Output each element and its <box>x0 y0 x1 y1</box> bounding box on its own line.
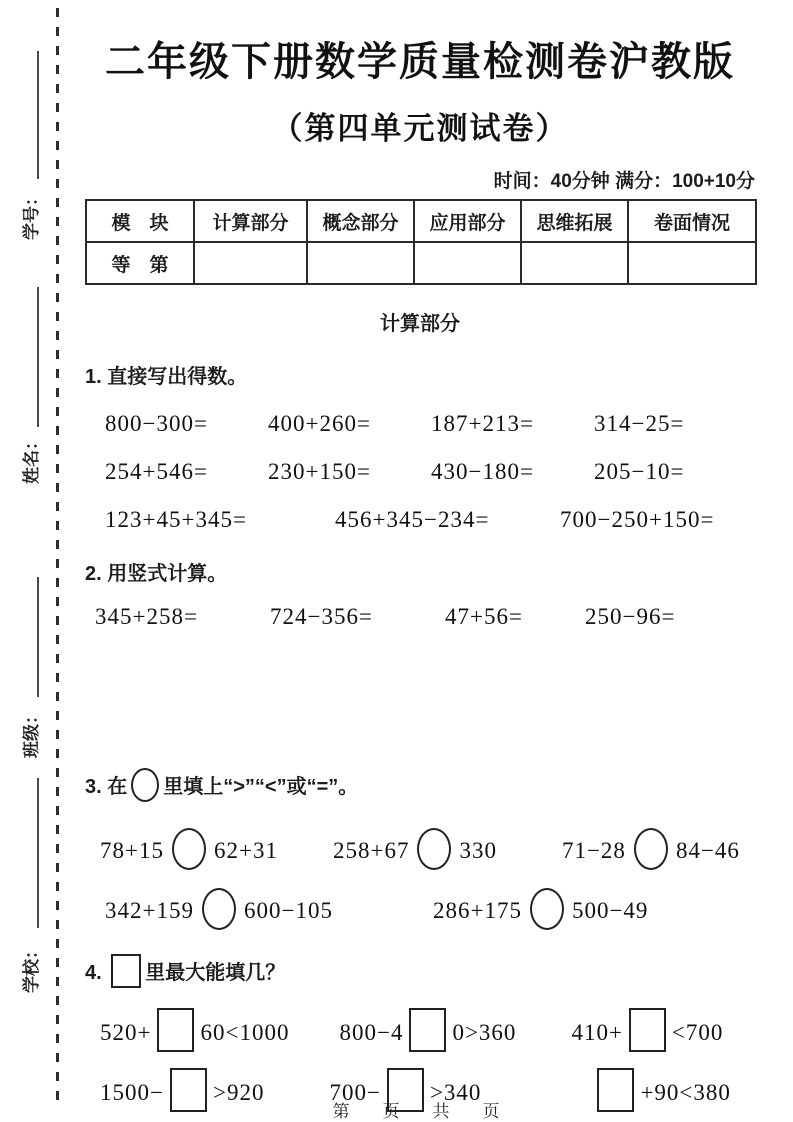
student-id-label: 学号： <box>21 189 41 240</box>
page-footer: 第 页 共 页 <box>332 1102 508 1121</box>
equation: 700−250+150= <box>560 507 715 532</box>
comparison-circle <box>172 828 206 870</box>
expression-suffix: 60<1000 <box>200 1020 290 1045</box>
grade-cell-empty <box>628 242 756 284</box>
question-4-label <box>85 954 755 988</box>
expression-suffix: >920 <box>212 1080 265 1105</box>
expression-suffix: >340 <box>429 1080 482 1105</box>
comparison-item <box>100 828 278 870</box>
q4-label-post: 里最大能填几？ <box>145 962 286 984</box>
section-title: 计算部分 <box>380 313 460 335</box>
q1-row-1 <box>85 411 755 437</box>
score-header-module: 模 块 <box>86 200 194 242</box>
left-expression: 78+15 <box>100 838 164 863</box>
expression-prefix: 520+ <box>100 1020 152 1045</box>
right-expression: 330 <box>459 838 497 863</box>
student-id-fill-line <box>37 51 39 179</box>
question-1-label: 1. 直接写出得数。 <box>85 366 248 388</box>
expression-prefix: 700− <box>329 1080 381 1105</box>
expression-prefix: 800−4 <box>339 1020 404 1045</box>
equation: 47+56= <box>445 604 523 629</box>
fill-item <box>100 1008 289 1052</box>
page-subtitle: （第四单元测试卷） <box>271 111 569 146</box>
q3-label-post: 里填上“>”“<”或“=”。 <box>163 776 359 798</box>
vertical-calculation-workspace <box>85 630 755 768</box>
grade-cell-empty <box>521 242 628 284</box>
comparison-item <box>333 828 497 870</box>
q4-row-1 <box>85 1008 755 1052</box>
equation: 314−25= <box>594 411 685 436</box>
equation: 205−10= <box>594 459 685 484</box>
time-score-info: 时间：40分钟 满分：100+10分 <box>493 171 755 192</box>
left-expression: 286+175 <box>432 898 522 923</box>
right-expression: 62+31 <box>213 838 278 863</box>
q3-row-2 <box>85 888 755 930</box>
equation: 345+258= <box>95 604 198 629</box>
score-table-header-row <box>86 200 756 242</box>
student-info-margin <box>0 0 58 1122</box>
fill-box-icon <box>111 954 141 988</box>
left-expression: 258+67 <box>332 838 410 863</box>
school-label: 学校： <box>21 942 41 993</box>
class-fill-line <box>37 577 39 697</box>
grade-cell-empty <box>414 242 521 284</box>
school-fill-line <box>37 778 39 928</box>
score-table <box>85 199 757 285</box>
equation: 430−180= <box>431 459 534 484</box>
page-title: 二年级下册数学质量检测卷沪教版 <box>105 40 735 84</box>
comparison-circle-icon <box>131 768 159 802</box>
score-header-calculation: 计算部分 <box>194 200 307 242</box>
fill-box <box>629 1008 666 1052</box>
comparison-circle <box>202 888 236 930</box>
grade-cell-empty <box>194 242 307 284</box>
right-expression: 500−49 <box>571 898 649 923</box>
paper-content <box>85 30 755 1112</box>
fill-item <box>339 1008 516 1052</box>
question-3-label <box>85 768 755 802</box>
equation: 187+213= <box>431 411 534 436</box>
right-expression: 84−46 <box>675 838 740 863</box>
equation: 123+45+345= <box>105 507 247 532</box>
score-header-concept: 概念部分 <box>307 200 414 242</box>
equation: 456+345−234= <box>335 507 490 532</box>
comparison-circle <box>530 888 564 930</box>
expression-prefix: 1500− <box>100 1080 164 1105</box>
q2-row <box>85 604 755 630</box>
q3-label-pre: 3. 在 <box>85 776 128 798</box>
grade-cell-empty <box>307 242 414 284</box>
left-expression: 71−28 <box>561 838 626 863</box>
fill-box <box>157 1008 194 1052</box>
equation: 800−300= <box>105 411 208 436</box>
score-header-thinking: 思维拓展 <box>521 200 628 242</box>
equation: 254+546= <box>105 459 208 484</box>
name-label: 姓名： <box>21 433 41 484</box>
grade-row-label: 等 第 <box>86 242 194 284</box>
comparison-circle <box>634 828 668 870</box>
q1-row-3 <box>85 507 755 533</box>
score-header-application: 应用部分 <box>414 200 521 242</box>
name-fill-line <box>37 287 39 427</box>
comparison-item <box>433 888 648 930</box>
comparison-circle <box>417 828 451 870</box>
comparison-item <box>562 828 740 870</box>
q4-label-pre: 4. <box>85 962 108 984</box>
q1-row-2 <box>85 459 755 485</box>
class-label: 班级： <box>21 707 41 758</box>
expression-suffix: 0>360 <box>452 1020 517 1045</box>
q3-row-1 <box>85 828 755 870</box>
expression-suffix: <700 <box>671 1020 724 1045</box>
fill-item <box>571 1008 723 1052</box>
score-header-neatness: 卷面情况 <box>628 200 756 242</box>
equation: 250−96= <box>585 604 676 629</box>
expression-prefix: 410+ <box>571 1020 623 1045</box>
equation: 724−356= <box>270 604 373 629</box>
equation: 230+150= <box>268 459 371 484</box>
left-expression: 342+159 <box>105 898 194 923</box>
right-expression: 600−105 <box>243 898 333 923</box>
fill-box <box>409 1008 446 1052</box>
equation: 400+260= <box>268 411 371 436</box>
score-table-grade-row <box>86 242 756 284</box>
question-2-label: 2. 用竖式计算。 <box>85 563 228 585</box>
comparison-item <box>105 888 333 930</box>
expression-suffix: +90<380 <box>640 1080 731 1105</box>
